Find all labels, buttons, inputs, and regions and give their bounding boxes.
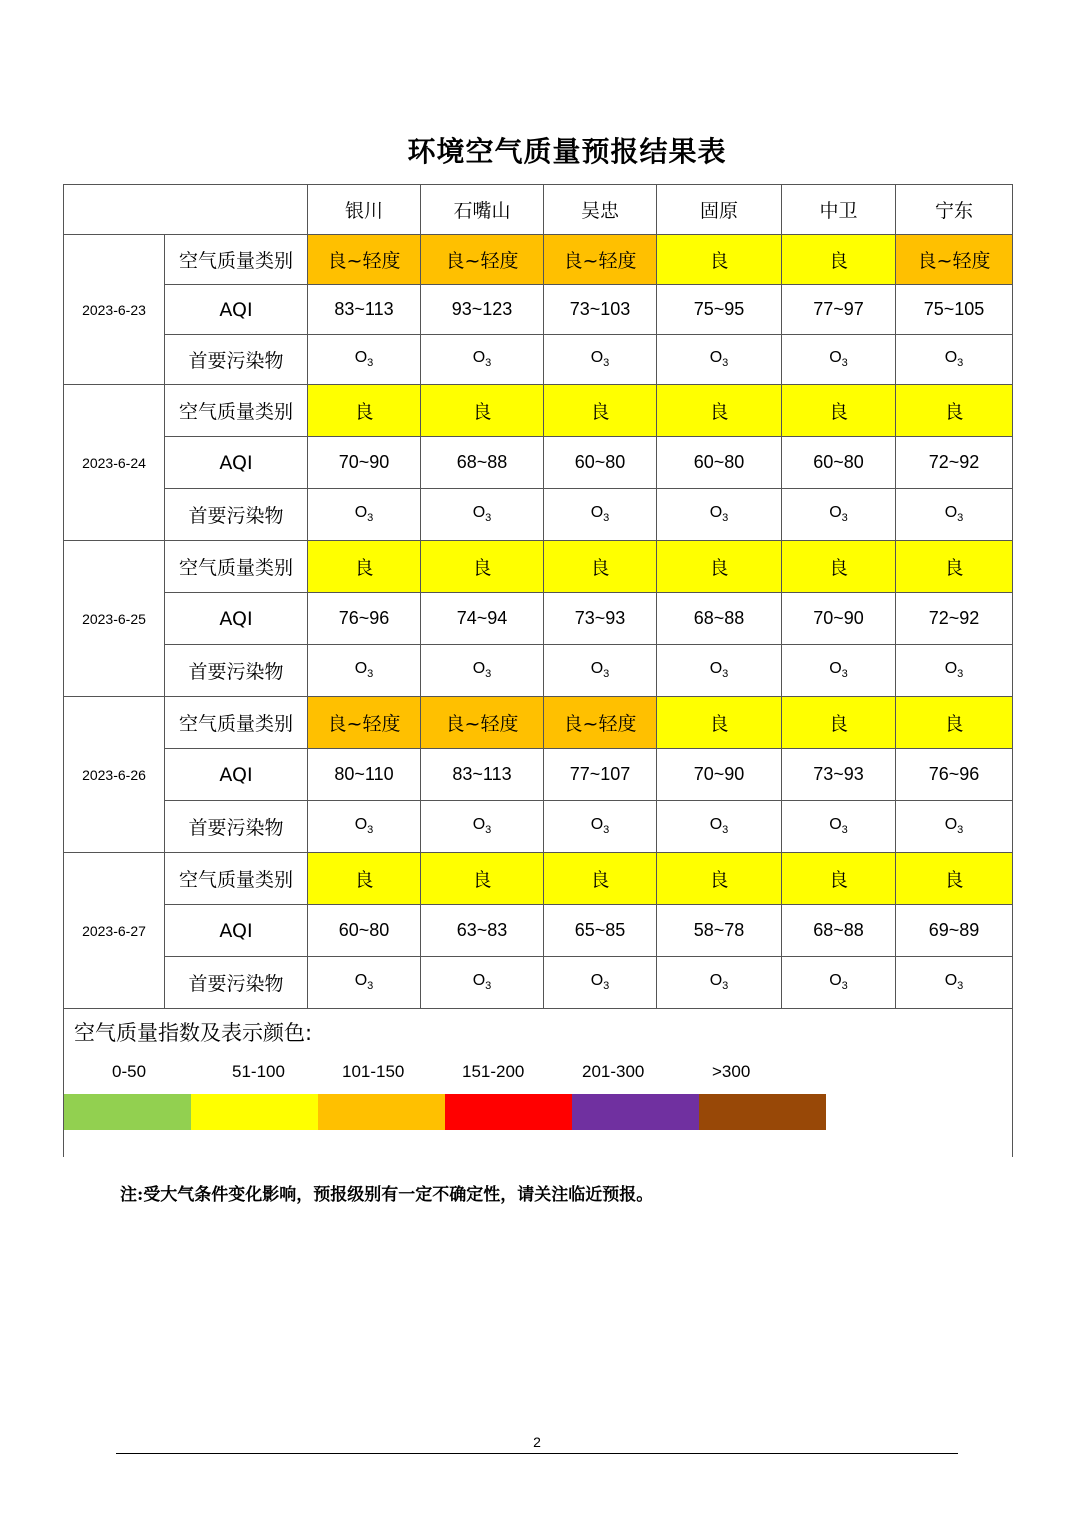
pollutant-row: [64, 957, 1013, 1009]
category-cell: 良: [308, 853, 421, 905]
header-blank-cell: [64, 185, 308, 235]
pollutant-cell: [782, 335, 896, 385]
pollutant-subscript: 3: [603, 824, 610, 837]
aqi-cell: 83~113: [421, 749, 544, 801]
category-cell: 良: [896, 853, 1013, 905]
category-cell: 良~轻度: [308, 235, 421, 285]
pollutant-subscript: 3: [722, 357, 729, 370]
aqi-cell: 68~88: [657, 593, 782, 645]
pollutant-subscript: 3: [603, 980, 610, 993]
pollutant-subscript: 3: [957, 824, 964, 837]
pollutant-subscript: 3: [367, 357, 374, 370]
pollutant-label: 首要污染物: [165, 489, 308, 541]
pollutant-subscript: 3: [485, 980, 492, 993]
pollutant-cell: [657, 489, 782, 541]
category-cell: 良~轻度: [308, 697, 421, 749]
pollutant-symbol: O: [590, 660, 604, 678]
pollutant-cell: [896, 957, 1013, 1009]
legend-color-swatch: [699, 1094, 826, 1130]
category-cell: 良: [657, 853, 782, 905]
aqi-cell: 70~90: [782, 593, 896, 645]
pollutant-symbol: O: [472, 504, 486, 522]
category-cell: 良: [896, 697, 1013, 749]
pollutant-symbol: O: [709, 504, 723, 522]
category-label: 空气质量类别: [165, 235, 308, 285]
pollutant-cell: [657, 801, 782, 853]
pollutant-symbol: O: [944, 660, 958, 678]
pollutant-cell: [308, 957, 421, 1009]
aqi-cell: 77~107: [544, 749, 657, 801]
aqi-cell: 60~80: [544, 437, 657, 489]
pollutant-subscript: 3: [957, 980, 964, 993]
category-cell: 良: [782, 235, 896, 285]
legend-color-swatch: [445, 1094, 572, 1130]
pollutant-symbol: O: [590, 349, 604, 367]
pollutant-cell: [544, 645, 657, 697]
pollutant-symbol: O: [354, 349, 368, 367]
pollutant-cell: [308, 801, 421, 853]
pollutant-symbol: O: [829, 972, 842, 990]
pollutant-label: 首要污染物: [165, 801, 308, 853]
category-cell: 良: [782, 853, 896, 905]
category-cell: 良~轻度: [896, 235, 1013, 285]
date-cell: 2023-6-26: [64, 697, 165, 853]
legend-range-label: 201-300: [582, 1062, 645, 1081]
aqi-cell: 83~113: [308, 285, 421, 335]
forecast-table: [63, 184, 1013, 1009]
category-cell: 良: [782, 385, 896, 437]
pollutant-symbol: O: [829, 816, 842, 834]
pollutant-subscript: 3: [841, 980, 848, 993]
city-header: 石嘴山: [421, 185, 544, 235]
date-cell: 2023-6-24: [64, 385, 165, 541]
category-cell: 良: [896, 541, 1013, 593]
pollutant-symbol: O: [590, 972, 604, 990]
category-cell: 良: [421, 853, 544, 905]
pollutant-cell: [657, 335, 782, 385]
aqi-label: AQI: [165, 593, 308, 645]
aqi-cell: 80~110: [308, 749, 421, 801]
category-cell: 良: [421, 385, 544, 437]
page-title: 环境空气质量预报结果表: [407, 135, 727, 168]
pollutant-symbol: O: [829, 660, 842, 678]
aqi-row: [64, 437, 1013, 489]
pollutant-symbol: O: [590, 504, 604, 522]
pollutant-symbol: O: [944, 349, 958, 367]
pollutant-symbol: O: [829, 504, 842, 522]
category-cell: 良: [421, 541, 544, 593]
aqi-cell: 73~93: [544, 593, 657, 645]
date-cell: 2023-6-23: [64, 235, 165, 385]
pollutant-label: 首要污染物: [165, 957, 308, 1009]
date-cell: 2023-6-27: [64, 853, 165, 1009]
pollutant-subscript: 3: [722, 668, 729, 681]
pollutant-cell: [896, 645, 1013, 697]
pollutant-cell: [657, 645, 782, 697]
pollutant-symbol: O: [472, 816, 486, 834]
aqi-cell: 60~80: [657, 437, 782, 489]
pollutant-subscript: 3: [485, 824, 492, 837]
pollutant-symbol: O: [472, 660, 486, 678]
pollutant-cell: [782, 801, 896, 853]
aqi-cell: 58~78: [657, 905, 782, 957]
aqi-cell: 73~93: [782, 749, 896, 801]
pollutant-subscript: 3: [841, 512, 848, 525]
pollutant-cell: [308, 489, 421, 541]
aqi-cell: 72~92: [896, 437, 1013, 489]
pollutant-symbol: O: [944, 504, 958, 522]
category-label: 空气质量类别: [165, 541, 308, 593]
aqi-cell: 70~90: [657, 749, 782, 801]
pollutant-cell: [544, 335, 657, 385]
aqi-cell: 69~89: [896, 905, 1013, 957]
category-label: 空气质量类别: [165, 697, 308, 749]
aqi-label: AQI: [165, 285, 308, 335]
aqi-cell: 74~94: [421, 593, 544, 645]
pollutant-row: [64, 335, 1013, 385]
pollutant-subscript: 3: [367, 980, 374, 993]
pollutant-subscript: 3: [957, 668, 964, 681]
aqi-cell: 65~85: [544, 905, 657, 957]
pollutant-cell: [421, 801, 544, 853]
pollutant-row: [64, 801, 1013, 853]
pollutant-subscript: 3: [603, 512, 610, 525]
pollutant-cell: [544, 801, 657, 853]
city-header: 中卫: [782, 185, 896, 235]
category-cell: 良: [308, 541, 421, 593]
pollutant-subscript: 3: [841, 824, 848, 837]
category-cell: 良~轻度: [544, 697, 657, 749]
legend-range-label: >300: [712, 1062, 751, 1081]
pollutant-symbol: O: [709, 816, 723, 834]
category-cell: 良: [544, 853, 657, 905]
pollutant-symbol: O: [354, 504, 368, 522]
legend-color-swatch: [318, 1094, 445, 1130]
category-row: [64, 235, 1013, 285]
pollutant-subscript: 3: [722, 512, 729, 525]
aqi-cell: 76~96: [896, 749, 1013, 801]
city-header: 固原: [657, 185, 782, 235]
pollutant-symbol: O: [354, 660, 368, 678]
pollutant-cell: [896, 489, 1013, 541]
legend-color-swatch: [64, 1094, 191, 1130]
aqi-cell: 60~80: [308, 905, 421, 957]
pollutant-subscript: 3: [485, 668, 492, 681]
aqi-row: [64, 905, 1013, 957]
pollutant-label: 首要污染物: [165, 335, 308, 385]
city-header: 银川: [308, 185, 421, 235]
aqi-cell: 75~105: [896, 285, 1013, 335]
pollutant-subscript: 3: [367, 512, 374, 525]
pollutant-cell: [782, 489, 896, 541]
aqi-cell: 93~123: [421, 285, 544, 335]
aqi-cell: 68~88: [421, 437, 544, 489]
legend-title: 空气质量指数及表示颜色:: [74, 1021, 313, 1045]
category-cell: 良: [896, 385, 1013, 437]
city-header: 吴忠: [544, 185, 657, 235]
aqi-cell: 75~95: [657, 285, 782, 335]
aqi-row: [64, 285, 1013, 335]
header-row: [64, 185, 1013, 235]
aqi-cell: 77~97: [782, 285, 896, 335]
pollutant-cell: [421, 489, 544, 541]
page-number: 2: [533, 1434, 541, 1450]
aqi-cell: 76~96: [308, 593, 421, 645]
category-label: 空气质量类别: [165, 385, 308, 437]
pollutant-subscript: 3: [722, 980, 729, 993]
pollutant-symbol: O: [354, 816, 368, 834]
aqi-cell: 68~88: [782, 905, 896, 957]
pollutant-symbol: O: [709, 660, 723, 678]
aqi-label: AQI: [165, 437, 308, 489]
legend-range-label: 0-50: [112, 1062, 147, 1081]
city-header: 宁东: [896, 185, 1013, 235]
category-row: [64, 385, 1013, 437]
aqi-label: AQI: [165, 905, 308, 957]
pollutant-subscript: 3: [367, 668, 374, 681]
legend-color-swatch: [191, 1094, 318, 1130]
aqi-cell: 70~90: [308, 437, 421, 489]
aqi-cell: 63~83: [421, 905, 544, 957]
category-cell: 良~轻度: [544, 235, 657, 285]
legend-range-label: 151-200: [462, 1062, 525, 1081]
pollutant-subscript: 3: [841, 668, 848, 681]
pollutant-subscript: 3: [957, 512, 964, 525]
pollutant-row: [64, 645, 1013, 697]
aqi-row: [64, 749, 1013, 801]
pollutant-symbol: O: [829, 349, 842, 367]
pollutant-label: 首要污染物: [165, 645, 308, 697]
pollutant-subscript: 3: [722, 824, 729, 837]
category-cell: 良: [657, 385, 782, 437]
aqi-cell: 72~92: [896, 593, 1013, 645]
pollutant-cell: [421, 957, 544, 1009]
category-cell: 良: [782, 697, 896, 749]
pollutant-cell: [544, 957, 657, 1009]
pollutant-subscript: 3: [841, 357, 848, 370]
pollutant-cell: [896, 335, 1013, 385]
category-row: [64, 541, 1013, 593]
aqi-cell: 73~103: [544, 285, 657, 335]
pollutant-symbol: O: [472, 972, 486, 990]
pollutant-subscript: 3: [957, 357, 964, 370]
category-cell: 良~轻度: [421, 235, 544, 285]
pollutant-subscript: 3: [367, 824, 374, 837]
category-cell: 良: [544, 385, 657, 437]
aqi-color-legend: [63, 1005, 1013, 1157]
pollutant-subscript: 3: [603, 668, 610, 681]
aqi-row: [64, 593, 1013, 645]
pollutant-symbol: O: [590, 816, 604, 834]
legend-color-swatch: [572, 1094, 699, 1130]
category-cell: 良: [657, 541, 782, 593]
pollutant-cell: [896, 801, 1013, 853]
category-row: [64, 853, 1013, 905]
pollutant-cell: [782, 957, 896, 1009]
category-label: 空气质量类别: [165, 853, 308, 905]
pollutant-symbol: O: [354, 972, 368, 990]
pollutant-symbol: O: [944, 816, 958, 834]
date-cell: 2023-6-25: [64, 541, 165, 697]
pollutant-subscript: 3: [485, 357, 492, 370]
category-cell: 良: [657, 697, 782, 749]
category-cell: 良: [308, 385, 421, 437]
pollutant-row: [64, 489, 1013, 541]
pollutant-cell: [421, 335, 544, 385]
pollutant-cell: [308, 645, 421, 697]
pollutant-subscript: 3: [603, 357, 610, 370]
pollutant-subscript: 3: [485, 512, 492, 525]
pollutant-symbol: O: [709, 972, 723, 990]
pollutant-symbol: O: [709, 349, 723, 367]
forecast-note: 注:受大气条件变化影响，预报级别有一定不确定性，请关注临近预报。: [120, 1185, 654, 1205]
category-cell: 良: [657, 235, 782, 285]
pollutant-cell: [544, 489, 657, 541]
category-cell: 良: [544, 541, 657, 593]
pollutant-cell: [657, 957, 782, 1009]
legend-range-label: 101-150: [342, 1062, 405, 1081]
pollutant-cell: [308, 335, 421, 385]
aqi-label: AQI: [165, 749, 308, 801]
pollutant-symbol: O: [472, 349, 486, 367]
category-cell: 良: [782, 541, 896, 593]
category-row: [64, 697, 1013, 749]
aqi-cell: 60~80: [782, 437, 896, 489]
legend-range-label: 51-100: [232, 1062, 285, 1081]
pollutant-cell: [421, 645, 544, 697]
category-cell: 良~轻度: [421, 697, 544, 749]
pollutant-symbol: O: [944, 972, 958, 990]
pollutant-cell: [782, 645, 896, 697]
footer-divider: [116, 1453, 958, 1454]
